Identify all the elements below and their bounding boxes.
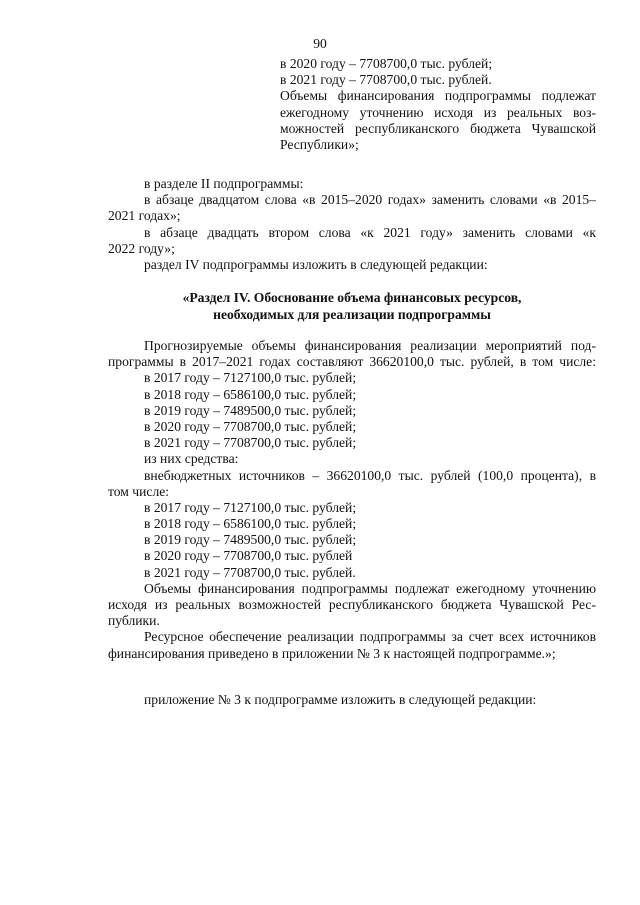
paragraph-line: можностей республиканского бюджета Чувашской — [280, 120, 596, 136]
paragraph-line: в 2019 году – 7489500,0 тыс. рублей; — [144, 402, 357, 418]
paragraph-line: внебюджетных источников – 36620100,0 тыс. рублей (100,0 процента), в — [144, 467, 596, 483]
paragraph-line: в 2021 году – 7708700,0 тыс. рублей. — [280, 72, 492, 88]
paragraph-line: раздел IV подпрограммы изложить в следующей редакции: — [144, 256, 488, 272]
body-block — [108, 338, 596, 662]
paragraph-line: в 2017 году – 7127100,0 тыс. рублей; — [144, 370, 357, 386]
paragraph-line: ежегодному уточнению исходя из реальных воз- — [280, 104, 596, 120]
paragraph-line: Объемы финансирования подпрограммы подлежат — [280, 88, 596, 104]
paragraph-line: Ресурсное обеспечение реализации подпрограммы за счет всех источников — [144, 629, 596, 645]
paragraph-line: в абзаце двадцать втором слова «к 2021 году» заменить словами «к — [144, 224, 596, 240]
paragraph-line: в абзаце двадцатом слова «в 2015–2020 годах» заменить словами «в 2015– — [144, 192, 596, 208]
paragraph-line: в 2020 году – 7708700,0 тыс. рублей; — [280, 56, 493, 71]
paragraph-line: Прогнозируемые объемы финансирования реализации мероприятий под- — [144, 338, 596, 353]
paragraph-line: Объемы финансирования подпрограммы подлежат ежегодному уточнению — [144, 580, 596, 596]
paragraph-line: в разделе II подпрограммы: — [144, 176, 304, 191]
heading-line: «Раздел IV. Обоснование объема финансовых ресурсов, — [182, 290, 522, 305]
paragraph-line: в 2021 году – 7708700,0 тыс. рублей; — [144, 435, 357, 451]
paragraph-line: приложение № 3 к подпрограмме изложить в следующей редакции: — [144, 692, 537, 707]
paragraph-line: в 2021 году – 7708700,0 тыс. рублей. — [144, 564, 356, 580]
paragraph-line: 2022 году»; — [108, 240, 175, 256]
paragraph-line: публики. — [108, 613, 160, 629]
paragraph-line: в 2019 году – 7489500,0 тыс. рублей; — [144, 532, 357, 548]
top-block — [280, 56, 596, 153]
paragraph-line: в 2020 году – 7708700,0 тыс. рублей; — [144, 418, 357, 434]
section-heading — [108, 290, 596, 323]
paragraph-line: из них средства: — [144, 451, 239, 467]
paragraph-line: финансирования приведено в приложении № 3 к настоящей подпрограмме.»; — [108, 645, 556, 661]
paragraph-line: исходя из реальных возможностей республиканского бюджета Чувашской Рес- — [108, 597, 596, 612]
closing-block — [108, 692, 596, 708]
page-number: 90 — [313, 36, 327, 51]
amendment-block — [108, 176, 596, 273]
paragraph-line: 2021 годах»; — [108, 208, 181, 224]
paragraph-line: в 2018 году – 6586100,0 тыс. рублей; — [144, 386, 357, 402]
paragraph-line: том числе: — [108, 483, 170, 499]
paragraph-line: программы в 2017–2021 годах составляют 36620100,0 тыс. рублей, в том числе: — [108, 354, 596, 370]
paragraph-line: в 2020 году – 7708700,0 тыс. рублей — [144, 548, 353, 564]
paragraph-line: в 2017 году – 7127100,0 тыс. рублей; — [144, 499, 357, 515]
heading-line: необходимых для реализации подпрограммы — [213, 306, 491, 322]
paragraph-line: Республики»; — [280, 136, 359, 152]
paragraph-line: в 2018 году – 6586100,0 тыс. рублей; — [144, 516, 357, 532]
